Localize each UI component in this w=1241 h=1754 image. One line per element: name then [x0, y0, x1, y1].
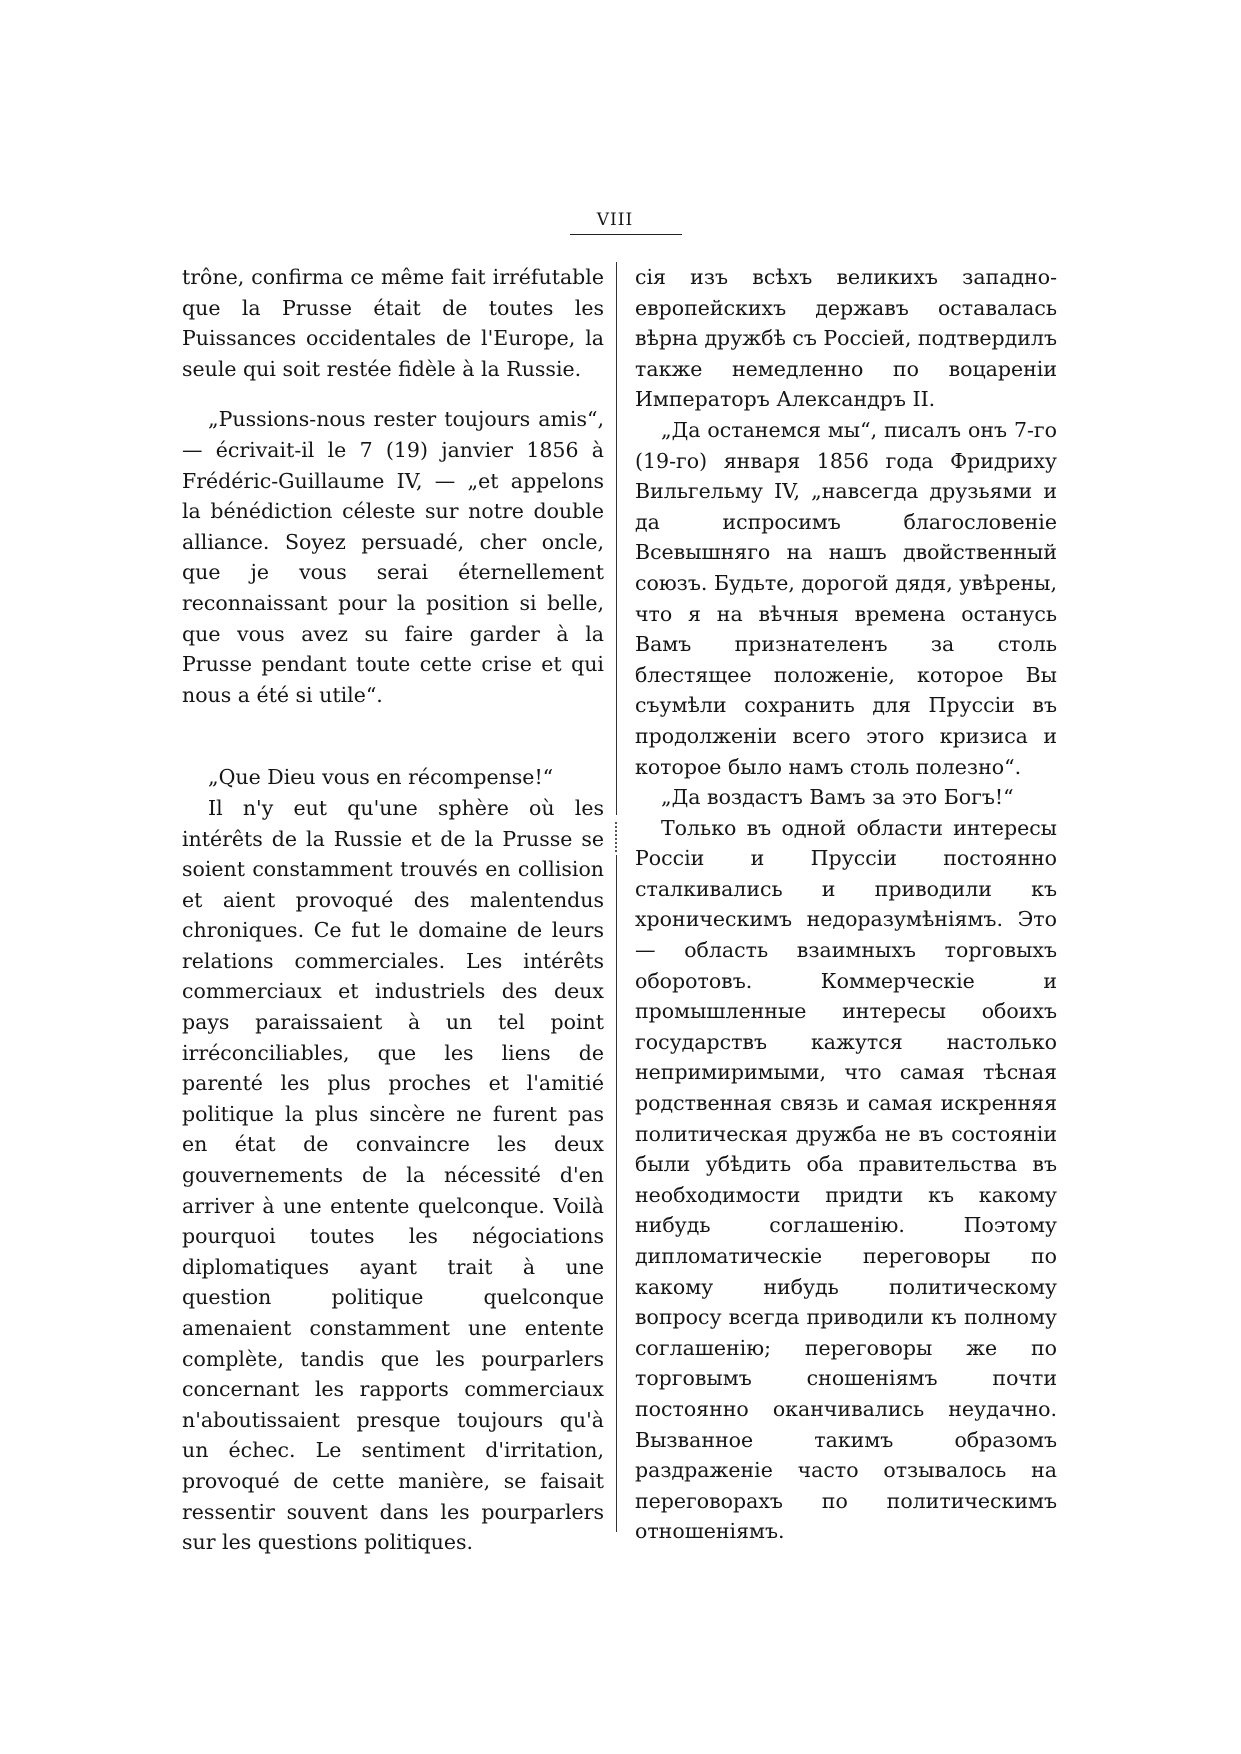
page-number: VIII: [596, 210, 634, 230]
column-divider-mark: [615, 822, 619, 852]
french-paragraph-1: trône, confirma ce même fait irréfutable que la Prusse était de toutes les Puissances occidentales de l'Europe, la seule qui soit restée fidèle à la Russie.: [182, 265, 604, 381]
french-paragraph-2: „Pussions-nous rester toujours amis“,— écrivait-il le 7 (19) janvier 1856 à Frédéric-Guillaume IV, — „et appelons la bénédiction céleste sur notre double alliance. Soyez persuadé, cher oncle, que je vous serai éternellement reconnaissant pour la position si belle, que vous avez su faire garder à la Prusse pendant toute cette crise et qui nous a été si utile“.: [182, 407, 604, 707]
french-paragraph-4: Il n'y eut qu'une sphère où les intérêts de la Russie et de la Prusse se soient constamment trouvés en collision et aient provoqué des malentendus chroniques. Ce fut le domaine de leurs relations commerciales. Les intérêts commerciaux et industriels des deux pays paraissaient à un tel point irréconciliables, que les liens de parenté les plus proches et l'amitié politique la plus sincère ne furent pas en état de convaincre les deux gouvernements de la nécessité d'en arriver à une entente quelconque. Voilà pourquoi toutes les négociations diplomatiques ayant trait à une question politique quelconque amenaient constamment une entente complète, tandis que les pourparlers concernant les rapports commerciaux n'aboutissaient presque toujours qu'à un échec. Le sentiment d'irritation, provoqué de cette manière, se faisait ressentir souvent dans les pourparlers sur les questions politiques.: [182, 795, 604, 1555]
russian-column: [635, 262, 1057, 1547]
french-column: [182, 262, 604, 1558]
french-paragraph-3: „Que Dieu vous en récompense!“: [208, 765, 554, 790]
column-divider: [616, 262, 617, 1532]
russian-paragraph-2: „Да останемся мы“, писалъ онъ 7-го (19-го) января 1856 года Фридриху Вильгельму IV, „навсегда друзьями и да испросимъ благословеніе Всевышняго на нашъ двойственный союзъ. Будьте, дорогой дядя, увѣрены, что я на вѣчныя времена останусь Вамъ признателенъ за столь блестящее положеніе, которое Вы съумѣли сохранить для Пруссіи въ продолженіи всего этого кризиса и которое было намъ столь полезно“.: [635, 417, 1057, 779]
russian-paragraph-3: „Да воздастъ Вамъ за это Богъ!“: [661, 785, 1014, 810]
header-rule: [570, 234, 682, 235]
russian-paragraph-4: Только въ одной области интересы Россіи и Пруссіи постоянно сталкивались и приводили къ хроническимъ недоразумѣніямъ. Это — область взаимныхъ торговыхъ оборотовъ. Коммерческіе и промышленные интересы обоихъ государствъ кажутся настолько непримиримыми, что самая тѣсная родственная связь и самая искренняя политическая дружба не въ состояніи были убѣдить оба правительства въ необходимости придти къ какому нибудь соглашенію. Поэтому дипломатическіе переговоры по какому нибудь политическому вопросу всегда приводили къ полному соглашенію; переговоры же по торговымъ сношеніямъ почти постоянно оканчивались неудачно. Вызванное такимъ образомъ раздраженіе часто отзывалось на переговорахъ по политическимъ отношеніямъ.: [635, 815, 1057, 1544]
russian-paragraph-1: сія изъ всѣхъ великихъ западно-европейскихъ державъ оставалась вѣрна дружбѣ съ Россіей, подтвердилъ также немедленно по воцареніи Императоръ Александръ II.: [635, 265, 1057, 412]
